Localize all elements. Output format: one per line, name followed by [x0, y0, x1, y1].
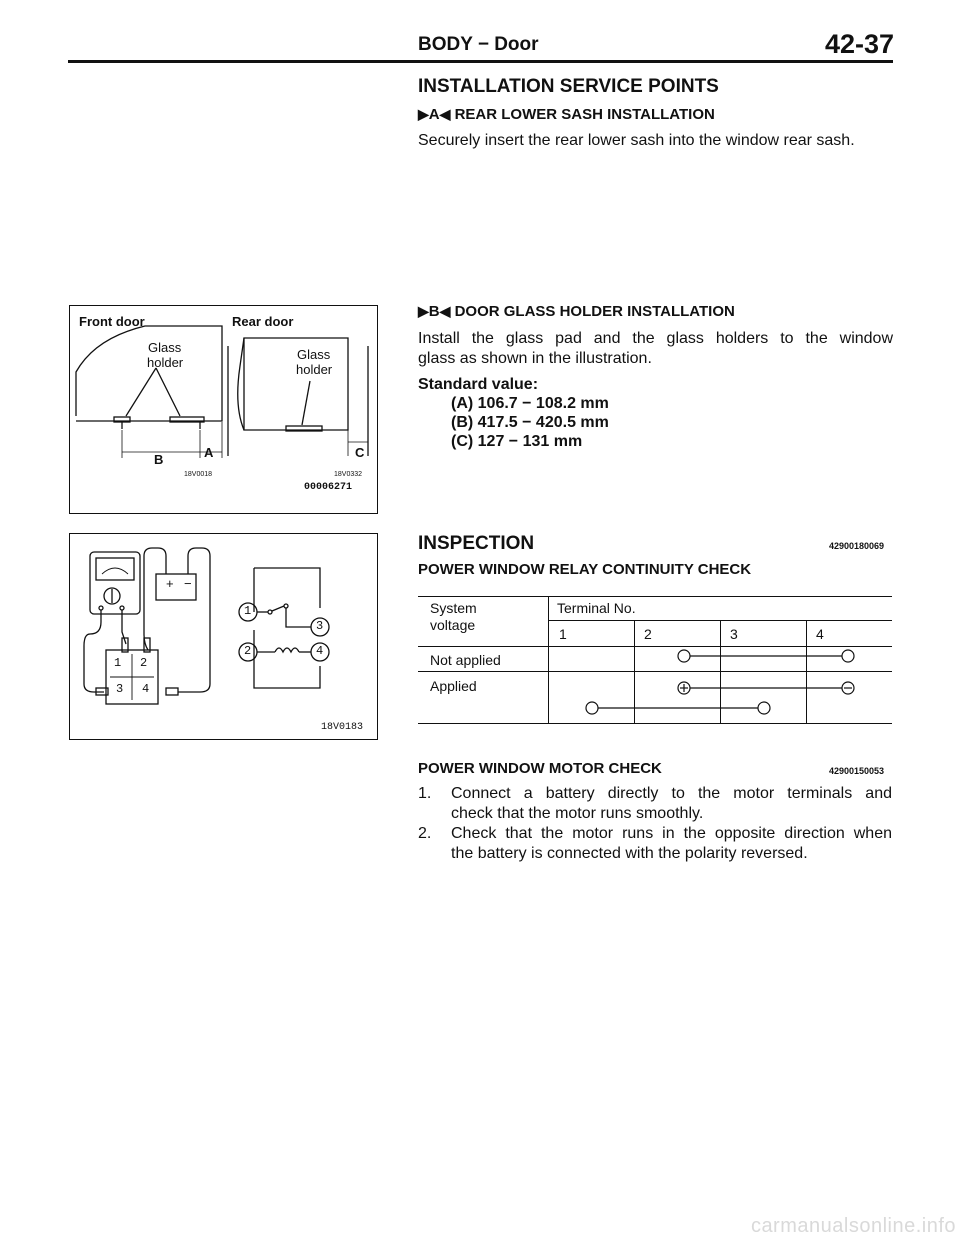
socket-pin-2: 2	[140, 656, 148, 670]
terminal-1-header: 1	[559, 626, 567, 642]
marker-a-letter: A	[428, 106, 440, 123]
dimension-a-label: A	[204, 445, 214, 460]
relay-continuity-table	[418, 596, 892, 725]
section-b-text-line1: Install the glass pad and the glass holders to the window	[418, 330, 893, 347]
row-not-applied-label: Not applied	[430, 652, 501, 668]
terminal-2-header: 2	[644, 626, 652, 642]
motor-check-steps	[418, 784, 892, 864]
rear-door-label: Rear door	[232, 314, 294, 329]
standard-value-label: Standard value:	[418, 376, 539, 393]
step-2-line2: the battery is connected with the polarity reversed.	[451, 845, 808, 862]
marker-left-triangle-icon: ◀	[439, 303, 451, 319]
continuity-node	[758, 702, 770, 714]
row-applied-label: Applied	[430, 678, 477, 694]
step-2-line1: Check that the motor runs in the opposite direction when	[451, 825, 892, 842]
header-title: BODY − Door	[418, 34, 539, 55]
marker-b-letter: B	[428, 303, 440, 320]
step-2	[418, 824, 892, 864]
standard-value-b: (B) 417.5 − 420.5 mm	[451, 414, 609, 431]
figure1-code-right: 18V0332	[334, 471, 363, 478]
figure2-code: 18V0183	[321, 722, 364, 733]
glass-holder-label-1a: Glass	[148, 340, 182, 355]
glass-holder-label-2b: holder	[296, 362, 333, 377]
continuity-node	[678, 650, 690, 662]
step-1-number: 1.	[418, 785, 432, 802]
marker-right-triangle-icon: ▶	[418, 303, 429, 319]
figure1-code-left: 18V0018	[184, 471, 213, 478]
inspection-heading: INSPECTION	[418, 533, 535, 554]
marker-right-triangle-icon: ▶	[418, 106, 429, 122]
socket-pin-1: 1	[114, 656, 122, 670]
schematic-terminal-4: 4	[316, 644, 324, 658]
page-number: 42-37	[825, 29, 895, 59]
terminal-4-header: 4	[816, 626, 824, 642]
step-1-line2: check that the motor runs smoothly.	[451, 805, 704, 822]
relay-test-diagram	[70, 534, 377, 739]
section-b-text-line2: glass as shown in the illustration.	[418, 350, 652, 367]
glass-holder-label-2a: Glass	[297, 347, 331, 362]
glass-holder-label-1b: holder	[147, 355, 184, 370]
motor-check-title: POWER WINDOW MOTOR CHECK	[418, 760, 662, 777]
schematic-terminal-3: 3	[316, 619, 324, 633]
col-terminal-header: Terminal No.	[557, 600, 636, 616]
socket-pin-3: 3	[116, 682, 124, 696]
door-glass-holder-figure	[69, 305, 378, 514]
inspection-code: 42900180069	[829, 541, 885, 551]
step-1	[418, 784, 892, 824]
footer-watermark: carmanualsonline.info	[750, 1215, 956, 1237]
continuity-node	[842, 650, 854, 662]
section-a-title	[418, 106, 715, 123]
header-rule	[68, 60, 893, 63]
schematic-terminal-1: 1	[244, 604, 252, 618]
section-b-title	[418, 303, 735, 320]
continuity-marks	[418, 596, 892, 725]
continuity-node	[586, 702, 598, 714]
standard-value-a: (A) 106.7 − 108.2 mm	[451, 395, 609, 412]
battery-plus: +	[166, 576, 174, 591]
motor-check-code: 42900150053	[829, 766, 885, 776]
col-system-line2: voltage	[430, 617, 476, 633]
dimension-b-label: B	[154, 452, 164, 467]
installation-heading: INSTALLATION SERVICE POINTS	[418, 76, 719, 97]
section-a-text: Securely insert the rear lower sash into the window rear sash.	[418, 132, 855, 149]
step-2-number: 2.	[418, 825, 432, 842]
front-door-label: Front door	[79, 314, 145, 329]
section-a-title-text: REAR LOWER SASH INSTALLATION	[454, 106, 715, 123]
relay-check-title: POWER WINDOW RELAY CONTINUITY CHECK	[418, 561, 752, 578]
battery-minus: −	[184, 576, 192, 591]
marker-left-triangle-icon: ◀	[439, 106, 451, 122]
dimension-c-label: C	[355, 445, 365, 460]
relay-test-figure	[69, 533, 378, 740]
schematic-terminal-2: 2	[244, 644, 252, 658]
step-1-line1: Connect a battery directly to the motor terminals and	[451, 785, 892, 802]
standard-value-c: (C) 127 − 131 mm	[451, 433, 583, 450]
col-system-line1: System	[430, 600, 477, 616]
section-b-title-text: DOOR GLASS HOLDER INSTALLATION	[454, 303, 735, 320]
terminal-3-header: 3	[730, 626, 738, 642]
figure1-code-main: 00006271	[304, 482, 353, 493]
socket-pin-4: 4	[142, 682, 150, 696]
